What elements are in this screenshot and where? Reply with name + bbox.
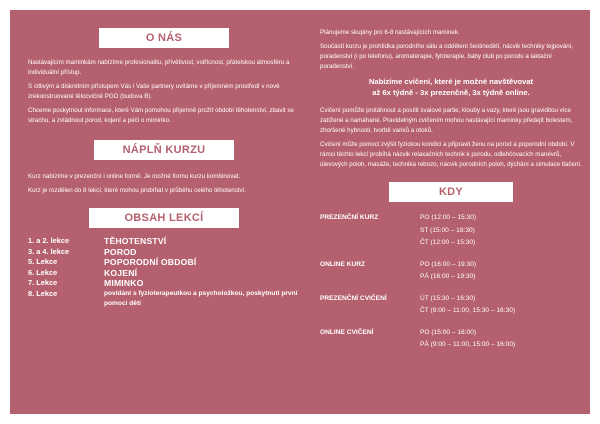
lesson-number: 7. Lekce: [28, 278, 58, 288]
schedule-time: PO (15:00 – 16:00): [420, 328, 477, 336]
schedule-row: [320, 293, 582, 318]
exercise-highlight: [320, 76, 582, 98]
schedule-time: ST (15:00 – 18:30): [420, 226, 475, 234]
course-paragraph: Kurz nabízíme v prezenční i online formě. Je možné formu kurzu kombinovat.: [28, 173, 241, 180]
lesson-name: povídání s fyzioterapeutkou a psycholožkou, poskytnutí první pomoci dětí: [104, 289, 298, 307]
lesson-row: [28, 278, 300, 289]
schedule-time: PÁ (9:00 – 11:00, 15:00 – 16:00): [420, 341, 516, 348]
lesson-number: 1. a 2. lekce: [28, 236, 70, 245]
lesson-number: 8. Lekce: [28, 288, 58, 298]
lesson-row: [28, 236, 300, 247]
lesson-name: MIMINKO: [104, 278, 144, 289]
exercise-paragraph: Cvičení pomůže protáhnout a posílit svalové partie, klouby a vazy, které jsou graviditou více zatížené a namáhané. Pravidelným cvičením mohou nastávající maminky předejít bolestem, zhoršené hybnosti, tvorbě varixů a otoků.: [320, 107, 573, 134]
schedule-times: [420, 327, 582, 352]
lesson-row: [28, 247, 300, 258]
schedule-time: PO (16:00 – 19:30): [420, 260, 477, 268]
schedule-label: ONLINE CVIČENÍ: [320, 328, 374, 336]
schedule-label: PREZENČNÍ KURZ: [320, 214, 379, 221]
info-paragraph: Plánujeme skupiny pro 6-8 nastávajících maminek.: [320, 29, 460, 36]
schedule-time: ČT (9:00 – 11:00, 15:30 – 16:30): [420, 307, 516, 314]
lesson-number: 3. a 4. lekce: [28, 246, 70, 256]
schedule-row: [320, 212, 582, 250]
kdy-heading: KDY: [389, 182, 513, 202]
schedule-times: [420, 212, 582, 250]
lessons-list: [28, 236, 300, 308]
schedule-time: PO (12:00 – 15:30): [420, 214, 477, 221]
lesson-row: [28, 257, 300, 268]
lesson-name: KOJENÍ: [104, 267, 138, 278]
info-paragraph: Součástí kurzu je prohlídka porodního sálu a oddělení šestinedělí, nácvik techniky tejpování, poradenství (i po telefonu), aromaterapie, fytoterapie, baby club po porodu a laktační poradenství.: [320, 43, 574, 70]
lesson-name: POPORODNÍ OBDOBÍ: [104, 257, 197, 268]
highlight-line: Nabízíme cvičení, které je možné navštěvovat: [368, 77, 534, 86]
course-paragraph: Kurz je rozdělen do 8 lekcí, které mohou probíhat v průběhu celého těhotenství.: [28, 187, 247, 194]
right-column: [320, 28, 582, 361]
lesson-row: [28, 289, 300, 308]
about-paragraph: Chceme poskytnout informace, které Vám pomohou přijemně prožít období těhotenství, zbavit se strachu, a zvládnout porod, kojení a péči o miminko.: [28, 107, 294, 124]
exercise-paragraph: Cvičení může pomoci zvýšit fyzickou kondici a připravit ženu na porod a poporodní období. V rámci těchto lekcí probíhá nácvik relaxačních technik k porodu, odlehčovacích manévrů, úlevových poloh, masáže, technika rebozo, nácvik porodních poloh, dýchání a simulace tlačení.: [320, 141, 582, 168]
about-paragraph: S citlivým a diskrétním přístupem Vás i Vaše partnery uvítáme v příjemném prostředí v nově zrekonstruované tělocvičně PGO (budova B).: [28, 83, 280, 100]
brochure-page: [10, 10, 590, 414]
schedule-row: [320, 327, 582, 352]
schedule-time: ÚT (15:30 – 16:30): [420, 294, 476, 302]
lesson-number: 5. Lekce: [28, 257, 58, 267]
lesson-name: TĚHOTENSTVÍ: [104, 236, 167, 246]
lesson-row: [28, 268, 300, 279]
schedule-label: ONLINE KURZ: [320, 260, 366, 268]
lesson-name: POROD: [104, 246, 137, 257]
schedule-row: [320, 259, 582, 284]
highlight-line: až 6x týdně - 3x prezenčně, 3x týdně online.: [372, 88, 530, 97]
left-column: [28, 28, 300, 308]
schedule-time: PÁ (16:00 – 19:30): [420, 273, 476, 280]
schedule-time: ČT (12:00 – 15:30): [420, 239, 476, 246]
schedule-label: PREZENČNÍ CVIČENÍ: [320, 294, 387, 302]
about-paragraph: Nastávajícím maminkám nabízíme profesionalitu, přívětivost, vstřícnost, přátelskou atmosféru a individuální přístup.: [28, 59, 290, 76]
course-heading: NÁPLŇ KURZU: [94, 140, 234, 160]
lesson-number: 6. Lekce: [28, 267, 58, 277]
schedule-times: [420, 293, 582, 318]
schedule-table: [320, 212, 582, 352]
about-heading: O NÁS: [99, 28, 229, 48]
schedule-times: [420, 259, 582, 284]
lessons-heading: OBSAH LEKCÍ: [89, 208, 239, 228]
